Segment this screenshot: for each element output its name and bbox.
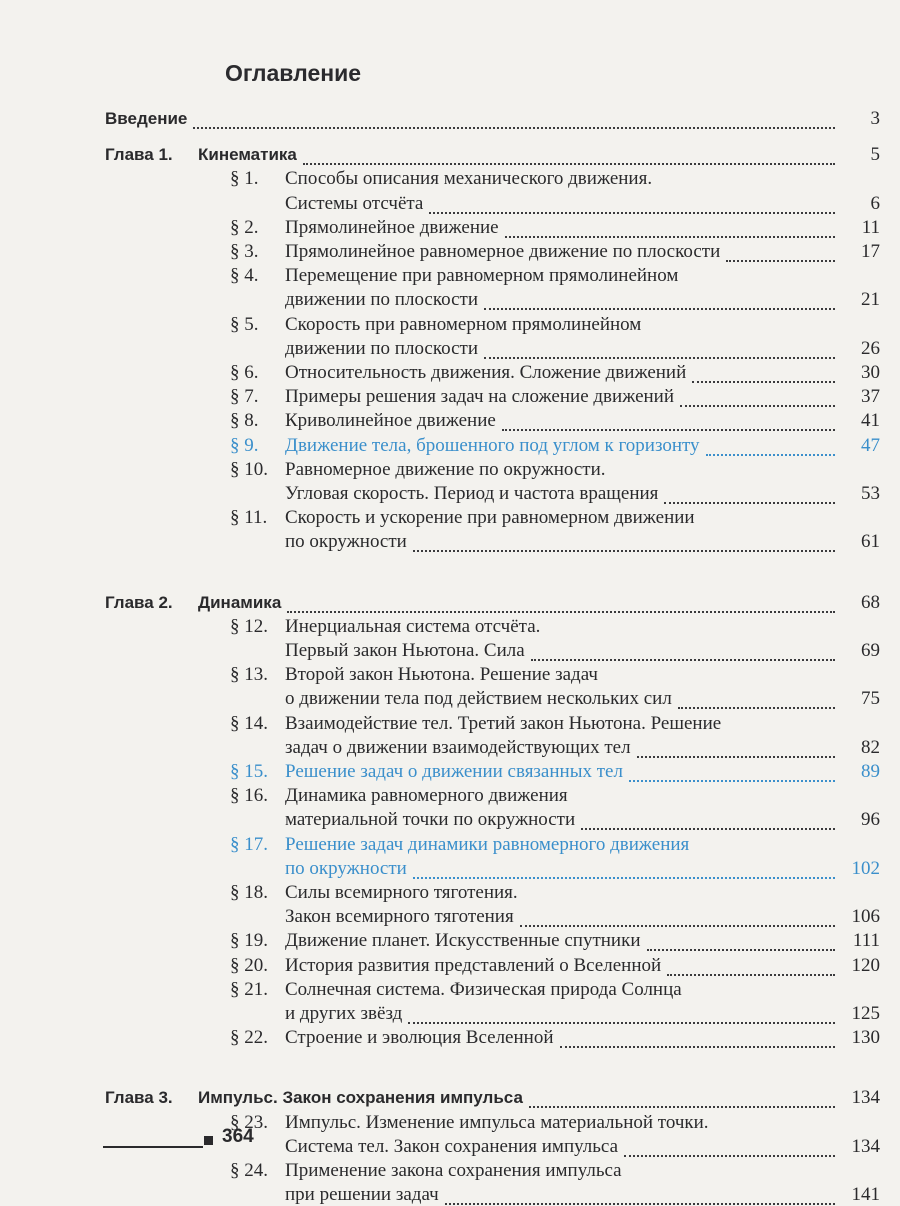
section-number: § 21. <box>230 978 268 1000</box>
toc-intro[interactable] <box>0 108 900 130</box>
section-title: Закон всемирного тяготения <box>285 906 514 928</box>
toc-section[interactable] <box>0 616 900 638</box>
section-page: 37 <box>861 386 880 408</box>
toc-section[interactable] <box>0 435 900 457</box>
section-page: 141 <box>851 1184 880 1206</box>
chapter-label: Глава 1. <box>105 145 173 165</box>
dot-leader <box>678 703 835 709</box>
section-number: § 17. <box>230 833 268 855</box>
section-title: Решение задач динамики равномерного движения <box>285 833 690 855</box>
section-number: § 9. <box>230 434 259 456</box>
section-number: § 12. <box>230 615 268 637</box>
section-title: Примеры решения задач на сложение движений <box>285 386 675 408</box>
section-page: 11 <box>861 216 880 238</box>
chapter-page: 134 <box>851 1087 880 1109</box>
section-number: § 14. <box>230 712 268 734</box>
dot-leader <box>637 752 835 758</box>
section-number: § 22. <box>230 1027 268 1049</box>
dot-leader <box>303 159 835 165</box>
dot-leader <box>664 498 835 504</box>
section-number: § 1. <box>230 168 259 190</box>
dot-leader <box>413 873 835 879</box>
section-title: Скорость при равномерном прямолинейном <box>285 313 642 335</box>
section-page: 82 <box>861 736 880 758</box>
dot-leader <box>445 1199 835 1205</box>
toc-section[interactable] <box>0 955 900 977</box>
section-title: Строение и эволюция Вселенной <box>285 1027 554 1049</box>
section-title: Система тел. Закон сохранения импульса <box>285 1135 619 1157</box>
toc-section[interactable] <box>0 785 900 807</box>
section-number: § 11. <box>230 507 268 529</box>
dot-leader <box>726 256 835 262</box>
section-title: Силы всемирного тяготения. <box>285 882 518 903</box>
chapter-title: Динамика <box>198 592 282 612</box>
toc-section-continuation[interactable] <box>0 858 900 880</box>
section-title: движении по плоскости <box>285 337 478 359</box>
section-title: Инерциальная система отсчёта. <box>285 615 541 637</box>
footer-rule <box>103 1146 203 1148</box>
section-title: Системы отсчёта <box>285 192 424 214</box>
toc-section-continuation[interactable] <box>0 1184 900 1206</box>
toc-section[interactable] <box>0 930 900 952</box>
section-title: Относительность движения. Сложение движений <box>285 362 687 383</box>
section-title: Криволинейное движение <box>285 410 496 432</box>
section-title: Решение задач о движении связанных тел <box>285 761 623 782</box>
section-page: 106 <box>851 906 880 928</box>
toc-section-continuation[interactable] <box>0 809 900 831</box>
section-page: 6 <box>870 192 880 214</box>
section-title: и других звёзд <box>285 1003 403 1024</box>
toc-section[interactable] <box>0 979 900 1001</box>
section-page: 47 <box>861 434 880 456</box>
footer-marker <box>204 1136 213 1145</box>
section-page: 61 <box>861 531 880 553</box>
toc-chapter[interactable] <box>0 592 900 614</box>
dot-leader <box>484 353 835 359</box>
section-title: по окружности <box>285 531 407 553</box>
section-title: задач о движении взаимодействующих тел <box>285 736 631 758</box>
footer-page-number: 364 <box>222 1126 254 1147</box>
section-title: Применение закона сохранения импульса <box>285 1160 622 1181</box>
dot-leader <box>647 945 836 951</box>
section-page: 41 <box>861 410 880 432</box>
toc-section-continuation[interactable] <box>0 688 900 710</box>
toc-section[interactable] <box>0 761 900 783</box>
toc-section[interactable] <box>0 1160 900 1182</box>
toc-section[interactable] <box>0 386 900 408</box>
dot-leader <box>529 1102 835 1108</box>
section-page: 130 <box>851 1027 880 1049</box>
section-page: 125 <box>851 1003 880 1024</box>
toc-section[interactable] <box>0 314 900 336</box>
toc-section[interactable] <box>0 168 900 190</box>
section-page: 69 <box>861 640 880 661</box>
section-page: 120 <box>851 954 880 976</box>
toc-section[interactable] <box>0 882 900 904</box>
section-title: Импульс. Изменение импульса материальной точки. <box>285 1111 709 1133</box>
dot-leader <box>560 1042 836 1048</box>
dot-leader <box>667 970 835 976</box>
section-title: Скорость и ускорение при равномерном движении <box>285 507 695 529</box>
dot-leader <box>624 1151 835 1157</box>
toc-section[interactable] <box>0 713 900 735</box>
toc-section-continuation[interactable] <box>0 193 900 215</box>
dot-leader <box>706 450 835 456</box>
section-page: 134 <box>851 1135 880 1157</box>
toc-chapter[interactable] <box>0 1087 900 1109</box>
dot-leader <box>287 607 835 613</box>
section-title: при решении задач <box>285 1184 439 1206</box>
toc-section-continuation[interactable] <box>0 737 900 759</box>
section-page: 26 <box>861 337 880 359</box>
section-page: 111 <box>852 930 880 952</box>
section-page: 96 <box>861 809 880 831</box>
toc-section[interactable] <box>0 664 900 686</box>
dot-leader <box>581 824 835 830</box>
chapter-title: Кинематика <box>198 145 297 165</box>
dot-leader <box>193 123 835 129</box>
dot-leader <box>413 546 835 552</box>
chapter-label: Глава 2. <box>105 592 173 612</box>
toc-section[interactable] <box>0 217 900 239</box>
section-number: § 16. <box>230 785 268 807</box>
toc-section[interactable] <box>0 241 900 263</box>
toc-section[interactable] <box>0 265 900 287</box>
section-title: по окружности <box>285 857 407 879</box>
section-page: 21 <box>861 289 880 311</box>
dot-leader <box>484 304 835 310</box>
dot-leader <box>629 776 835 782</box>
section-title: Взаимодействие тел. Третий закон Ньютона. Решение <box>285 712 722 734</box>
section-number: § 15. <box>230 761 268 782</box>
section-page: 17 <box>861 241 880 262</box>
toc-section-continuation[interactable] <box>0 338 900 360</box>
section-title: Движение тела, брошенного под углом к горизонту <box>285 434 700 456</box>
toc-section-continuation[interactable] <box>0 483 900 505</box>
section-title: Прямолинейное движение <box>285 216 499 238</box>
section-number: § 4. <box>230 265 259 287</box>
chapter-page: 5 <box>870 144 880 166</box>
section-number: § 19. <box>230 930 268 952</box>
chapter-page: 68 <box>861 591 880 613</box>
section-page: 89 <box>861 761 880 782</box>
section-title: о движении тела под действием нескольких сил <box>285 688 672 710</box>
section-number: § 13. <box>230 664 268 686</box>
toc-section[interactable] <box>0 1112 900 1134</box>
toc-section[interactable] <box>0 410 900 432</box>
section-number: § 18. <box>230 882 268 903</box>
dot-leader <box>408 1018 835 1024</box>
toc-section[interactable] <box>0 1027 900 1049</box>
page-title: Оглавление <box>225 60 362 86</box>
section-title: Прямолинейное равномерное движение по плоскости <box>285 241 721 262</box>
toc-section-continuation[interactable] <box>0 289 900 311</box>
section-number: § 2. <box>230 216 259 238</box>
section-title: Динамика равномерного движения <box>285 785 568 807</box>
chapter-title: Импульс. Закон сохранения импульса <box>198 1088 523 1108</box>
section-title: Угловая скорость. Период и частота вращения <box>285 483 659 504</box>
section-title: Способы описания механического движения. <box>285 168 653 190</box>
section-number: § 7. <box>230 386 259 408</box>
section-page: 30 <box>861 362 880 383</box>
toc-section[interactable] <box>0 507 900 529</box>
section-number: § 20. <box>230 954 268 976</box>
section-number: § 5. <box>230 313 259 335</box>
dot-leader <box>680 401 835 407</box>
intro-label: Введение <box>105 109 188 128</box>
toc-section-continuation[interactable] <box>0 640 900 662</box>
section-title: Перемещение при равномерном прямолинейном <box>285 265 679 287</box>
section-page: 53 <box>861 483 880 504</box>
section-number: § 24. <box>230 1160 268 1181</box>
dot-leader <box>520 921 835 927</box>
toc-section[interactable] <box>0 834 900 856</box>
section-title: Второй закон Ньютона. Решение задач <box>285 664 598 686</box>
toc-section[interactable] <box>0 459 900 481</box>
section-title: движении по плоскости <box>285 289 478 311</box>
section-page: 102 <box>851 857 880 879</box>
section-number: § 6. <box>230 362 259 383</box>
section-title: Равномерное движение по окружности. <box>285 458 606 480</box>
dot-leader <box>531 655 835 661</box>
dot-leader <box>429 208 835 214</box>
toc-section[interactable] <box>0 362 900 384</box>
section-title: Первый закон Ньютона. Сила <box>285 640 525 661</box>
chapter-label: Глава 3. <box>105 1088 173 1108</box>
toc-chapter[interactable] <box>0 144 900 166</box>
section-title: материальной точки по окружности <box>285 809 576 831</box>
section-title: История развития представлений о Вселенной <box>285 954 662 976</box>
section-title: Солнечная система. Физическая природа Солнца <box>285 978 682 1000</box>
dot-leader <box>692 377 835 383</box>
section-page: 75 <box>861 688 880 710</box>
section-number: § 10. <box>230 458 268 480</box>
section-number: § 8. <box>230 410 259 432</box>
toc-section-continuation[interactable] <box>0 906 900 928</box>
section-number: § 3. <box>230 241 259 262</box>
section-number: § 23. <box>230 1111 268 1133</box>
section-title: Движение планет. Искусственные спутники <box>285 930 641 952</box>
dot-leader <box>505 232 835 238</box>
toc-section-continuation[interactable] <box>0 1003 900 1025</box>
dot-leader <box>502 425 835 431</box>
intro-page: 3 <box>870 108 880 129</box>
toc-section-continuation[interactable] <box>0 531 900 553</box>
